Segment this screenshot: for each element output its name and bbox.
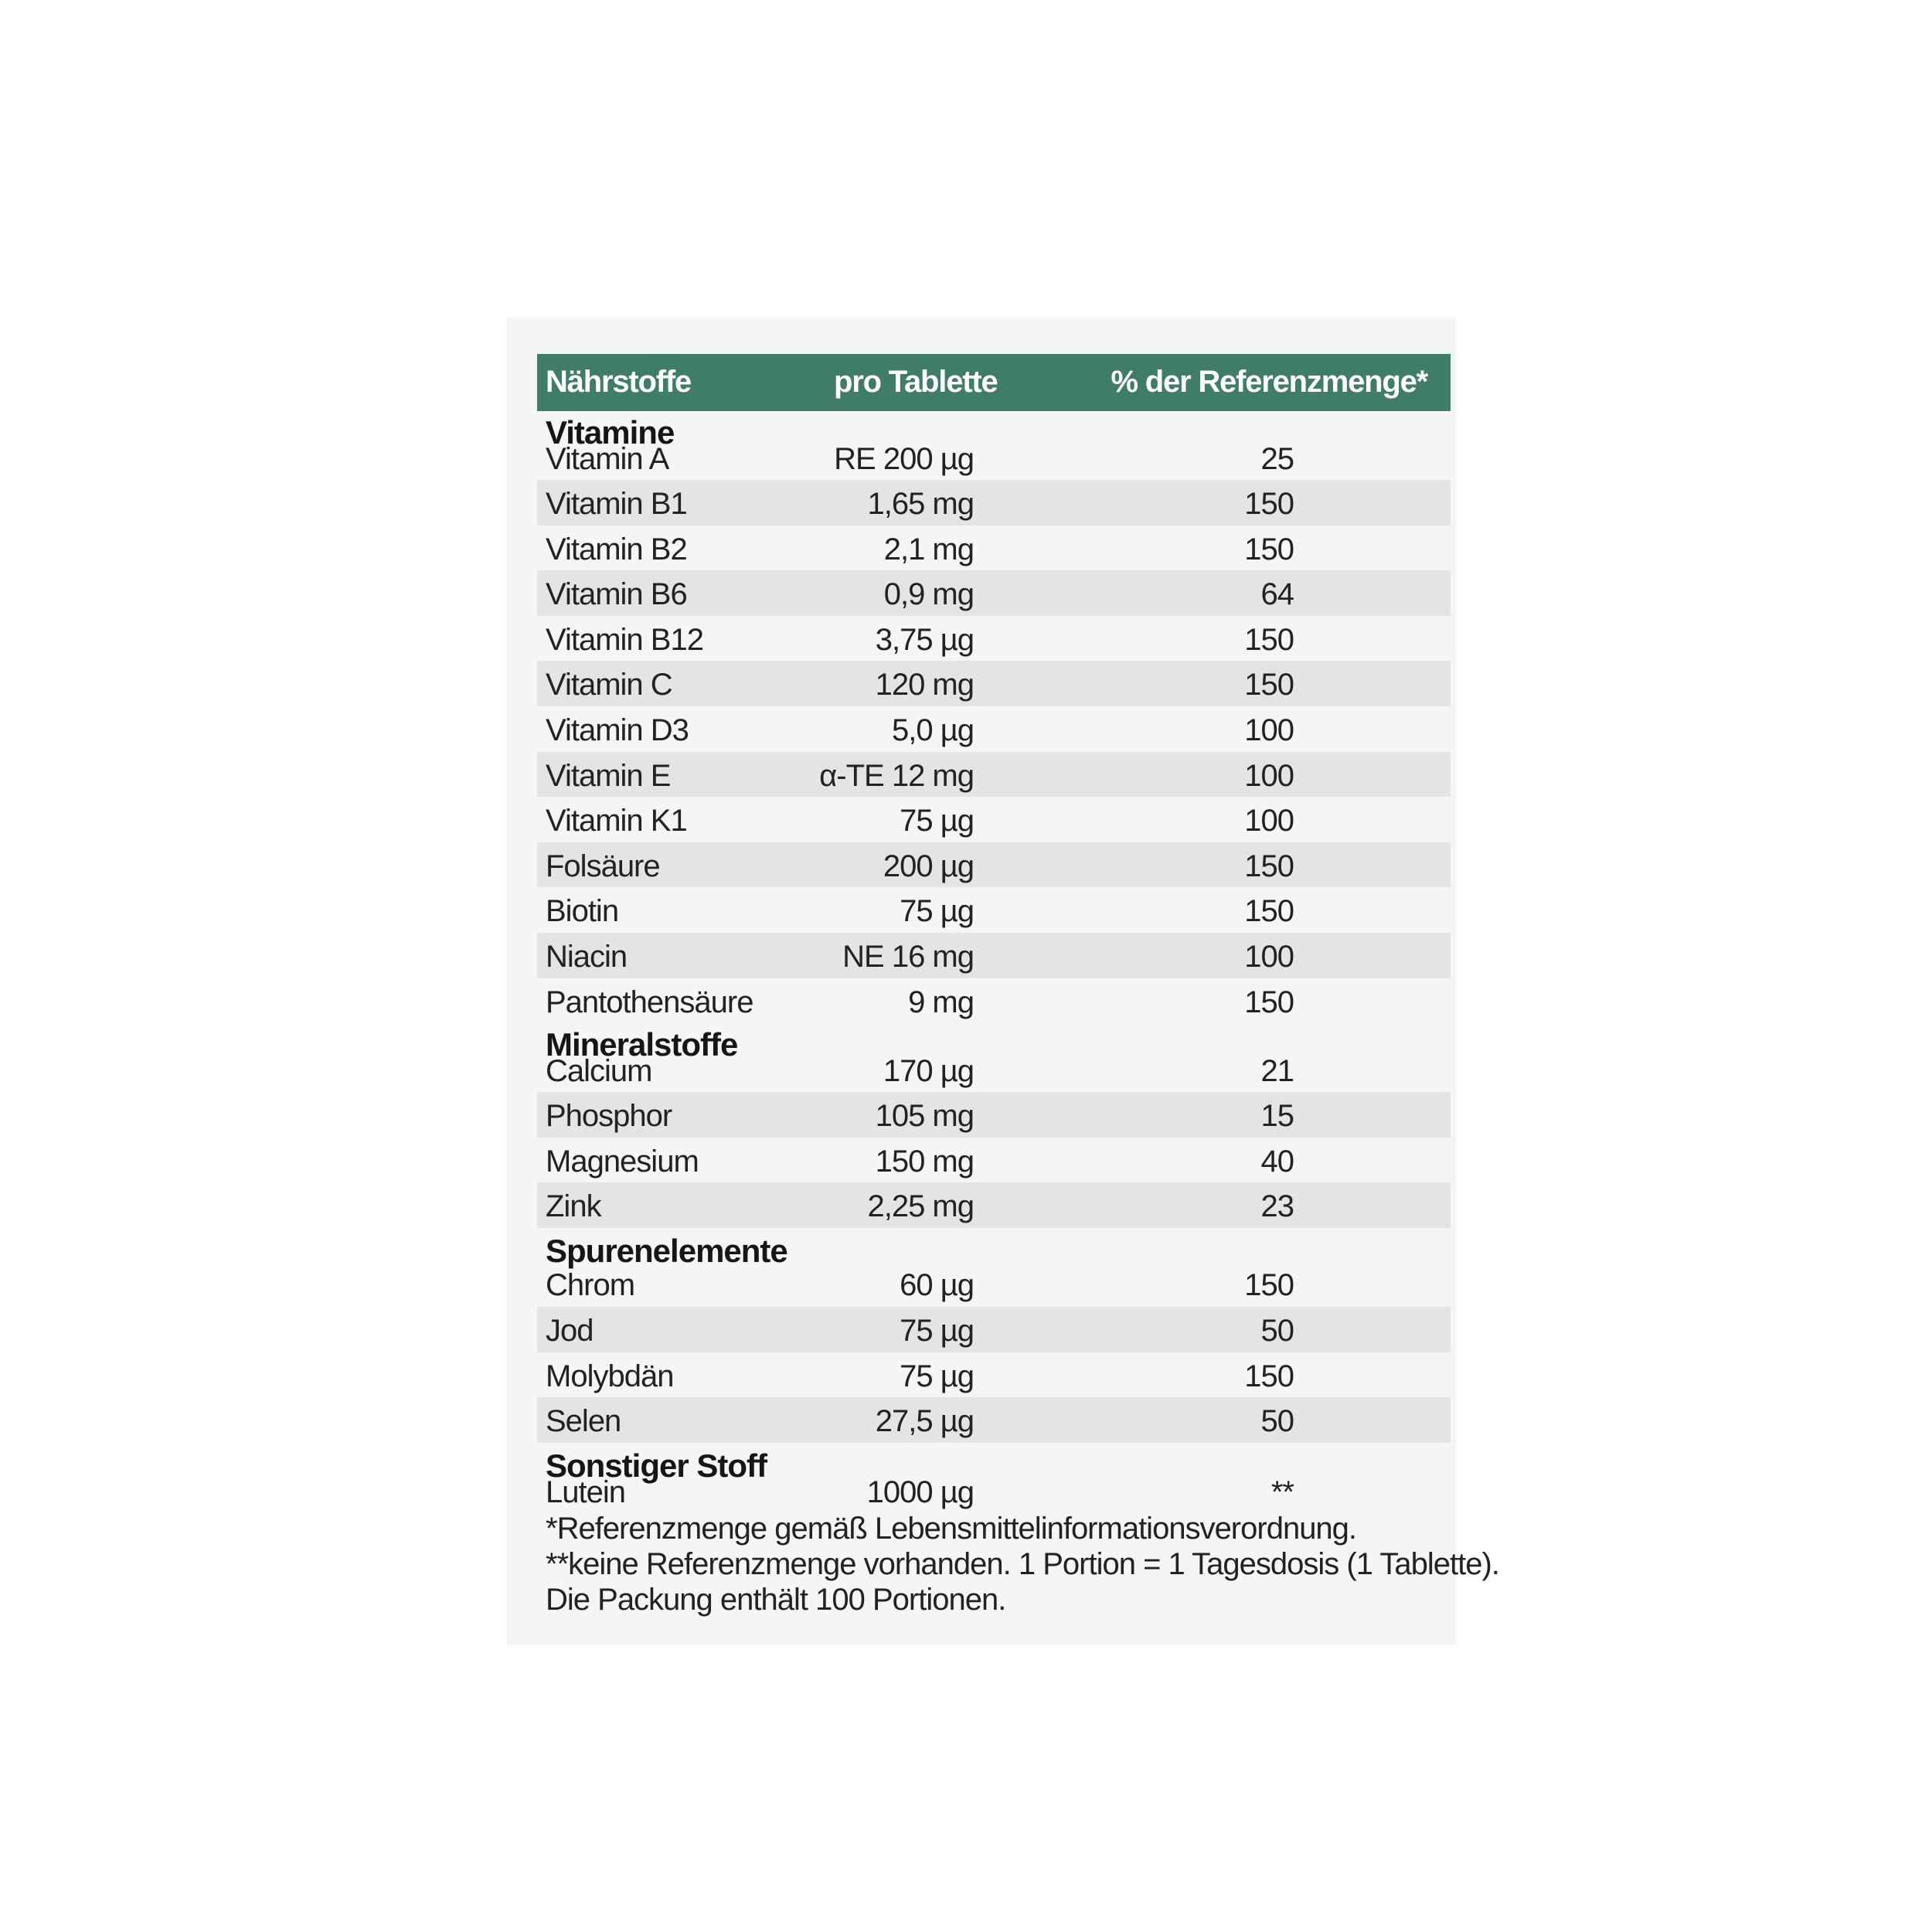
nutrient-name: Folsäure <box>546 849 660 883</box>
nutrient-reference: 150 <box>1244 668 1294 702</box>
nutrient-name: Molybdän <box>546 1359 674 1393</box>
nutrient-amount: 5,0 µg <box>891 713 974 747</box>
nutrient-amount: 1000 µg <box>866 1475 974 1509</box>
nutrient-reference: 100 <box>1244 713 1294 747</box>
nutrient-reference: 150 <box>1244 1359 1294 1393</box>
nutrient-amount: 2,25 mg <box>867 1189 974 1224</box>
header-nutrients: Nährstoffe <box>546 365 692 399</box>
nutrient-reference: 150 <box>1244 622 1294 657</box>
nutrient-amount: 170 µg <box>883 1054 974 1089</box>
nutrient-name: Zink <box>546 1189 601 1224</box>
nutrient-amount: 0,9 mg <box>883 577 974 612</box>
nutrient-name: Vitamin B12 <box>546 622 703 657</box>
nutrient-reference: 64 <box>1260 577 1294 612</box>
nutrient-reference: 21 <box>1260 1054 1294 1089</box>
nutrient-reference: 150 <box>1244 894 1294 929</box>
footnotes <box>537 1511 1499 1617</box>
nutrient-amount: 9 mg <box>908 985 974 1019</box>
nutrient-reference: 150 <box>1244 849 1294 883</box>
section-spurenelemente <box>537 1228 1451 1307</box>
nutrient-amount: 3,75 µg <box>875 622 974 657</box>
section-title: Spurenelemente <box>546 1232 787 1269</box>
nutrient-amount: 60 µg <box>900 1267 974 1302</box>
nutrient-amount: 75 µg <box>900 1313 974 1348</box>
nutrient-name: Vitamin B2 <box>546 532 687 566</box>
nutrient-amount: NE 16 mg <box>842 939 974 974</box>
nutrition-table <box>537 354 1499 1617</box>
section-title: Sonstiger Stoff <box>546 1447 767 1484</box>
nutrient-reference: 50 <box>1260 1404 1294 1439</box>
nutrient-name: Vitamin A <box>546 442 669 476</box>
table-row <box>537 706 1451 752</box>
nutrient-reference: 150 <box>1244 532 1294 566</box>
table-row <box>537 842 1451 888</box>
nutrient-name: Chrom <box>546 1267 635 1302</box>
table-row <box>537 887 1451 933</box>
nutrient-reference: 100 <box>1244 804 1294 838</box>
nutrient-amount: 150 mg <box>875 1144 974 1179</box>
table-row <box>537 978 1451 1024</box>
table-row <box>537 480 1451 526</box>
nutrient-amount: 75 µg <box>900 804 974 838</box>
table-row <box>537 616 1451 662</box>
nutrient-reference: 150 <box>1244 985 1294 1019</box>
table-row <box>537 526 1451 571</box>
table-row <box>537 1397 1451 1443</box>
footnote-reference: *Referenzmenge gemäß Lebensmittelinformationsverordnung. <box>546 1511 1357 1546</box>
nutrient-name: Magnesium <box>546 1144 699 1179</box>
nutrient-amount: RE 200 µg <box>834 442 974 476</box>
footnote-no-reference: **keine Referenzmenge vorhanden. 1 Portion = 1 Tagesdosis (1 Tablette). <box>546 1546 1499 1581</box>
nutrient-name: Vitamin K1 <box>546 804 687 838</box>
nutrient-reference: 40 <box>1260 1144 1294 1179</box>
section-sonstiger-stoff <box>537 1443 1451 1511</box>
table-row <box>537 661 1451 706</box>
nutrient-amount: α-TE 12 mg <box>819 758 974 793</box>
nutrient-amount: 1,65 mg <box>867 487 974 521</box>
nutrient-amount: 200 µg <box>883 849 974 883</box>
nutrient-reference: 150 <box>1244 1267 1294 1302</box>
section-title: Mineralstoffe <box>546 1026 738 1063</box>
footnote-package: Die Packung enthält 100 Portionen. <box>546 1582 1006 1617</box>
table-row <box>537 933 1451 978</box>
nutrient-amount: 120 mg <box>875 668 974 702</box>
nutrient-amount: 105 mg <box>875 1099 974 1134</box>
table-row <box>537 797 1451 842</box>
nutrient-name: Vitamin B1 <box>546 487 687 521</box>
nutrient-name: Pantothensäure <box>546 985 753 1019</box>
table-header <box>537 354 1451 411</box>
nutrient-amount: 75 µg <box>900 1359 974 1393</box>
nutrient-amount: 2,1 mg <box>883 532 974 566</box>
table-row <box>537 570 1451 616</box>
nutrient-name: Vitamin B6 <box>546 577 687 612</box>
nutrient-name: Selen <box>546 1404 621 1439</box>
section-title: Vitamine <box>546 414 675 451</box>
nutrient-name: Jod <box>546 1313 594 1348</box>
nutrient-reference: 15 <box>1260 1099 1294 1134</box>
nutrient-reference: 150 <box>1244 487 1294 521</box>
table-row <box>537 1307 1451 1352</box>
header-reference-percent: % der Referenzmenge* <box>1111 365 1427 399</box>
nutrient-name: Phosphor <box>546 1099 672 1134</box>
nutrient-reference: 100 <box>1244 939 1294 974</box>
nutrient-name: Niacin <box>546 939 628 974</box>
nutrient-reference: 25 <box>1260 442 1294 476</box>
nutrient-name: Vitamin C <box>546 668 672 702</box>
nutrition-facts-card <box>508 318 1499 1645</box>
table-row <box>537 1182 1451 1228</box>
header-per-tablet: pro Tablette <box>834 365 998 399</box>
nutrient-amount: 27,5 µg <box>875 1404 974 1439</box>
nutrient-reference: ** <box>1270 1475 1294 1509</box>
nutrient-name: Vitamin E <box>546 758 671 793</box>
nutrient-name: Calcium <box>546 1054 652 1089</box>
section-vitamine <box>537 411 1451 480</box>
table-row <box>537 1352 1451 1398</box>
table-row <box>537 1092 1451 1138</box>
nutrient-reference: 100 <box>1244 758 1294 793</box>
nutrient-name: Vitamin D3 <box>546 713 689 747</box>
section-mineralstoffe <box>537 1023 1451 1092</box>
nutrient-reference: 50 <box>1260 1313 1294 1348</box>
nutrient-name: Biotin <box>546 894 619 929</box>
table-row <box>537 1138 1451 1183</box>
nutrient-amount: 75 µg <box>900 894 974 929</box>
table-row <box>537 752 1451 798</box>
nutrient-reference: 23 <box>1260 1189 1294 1224</box>
nutrient-name: Lutein <box>546 1475 625 1509</box>
